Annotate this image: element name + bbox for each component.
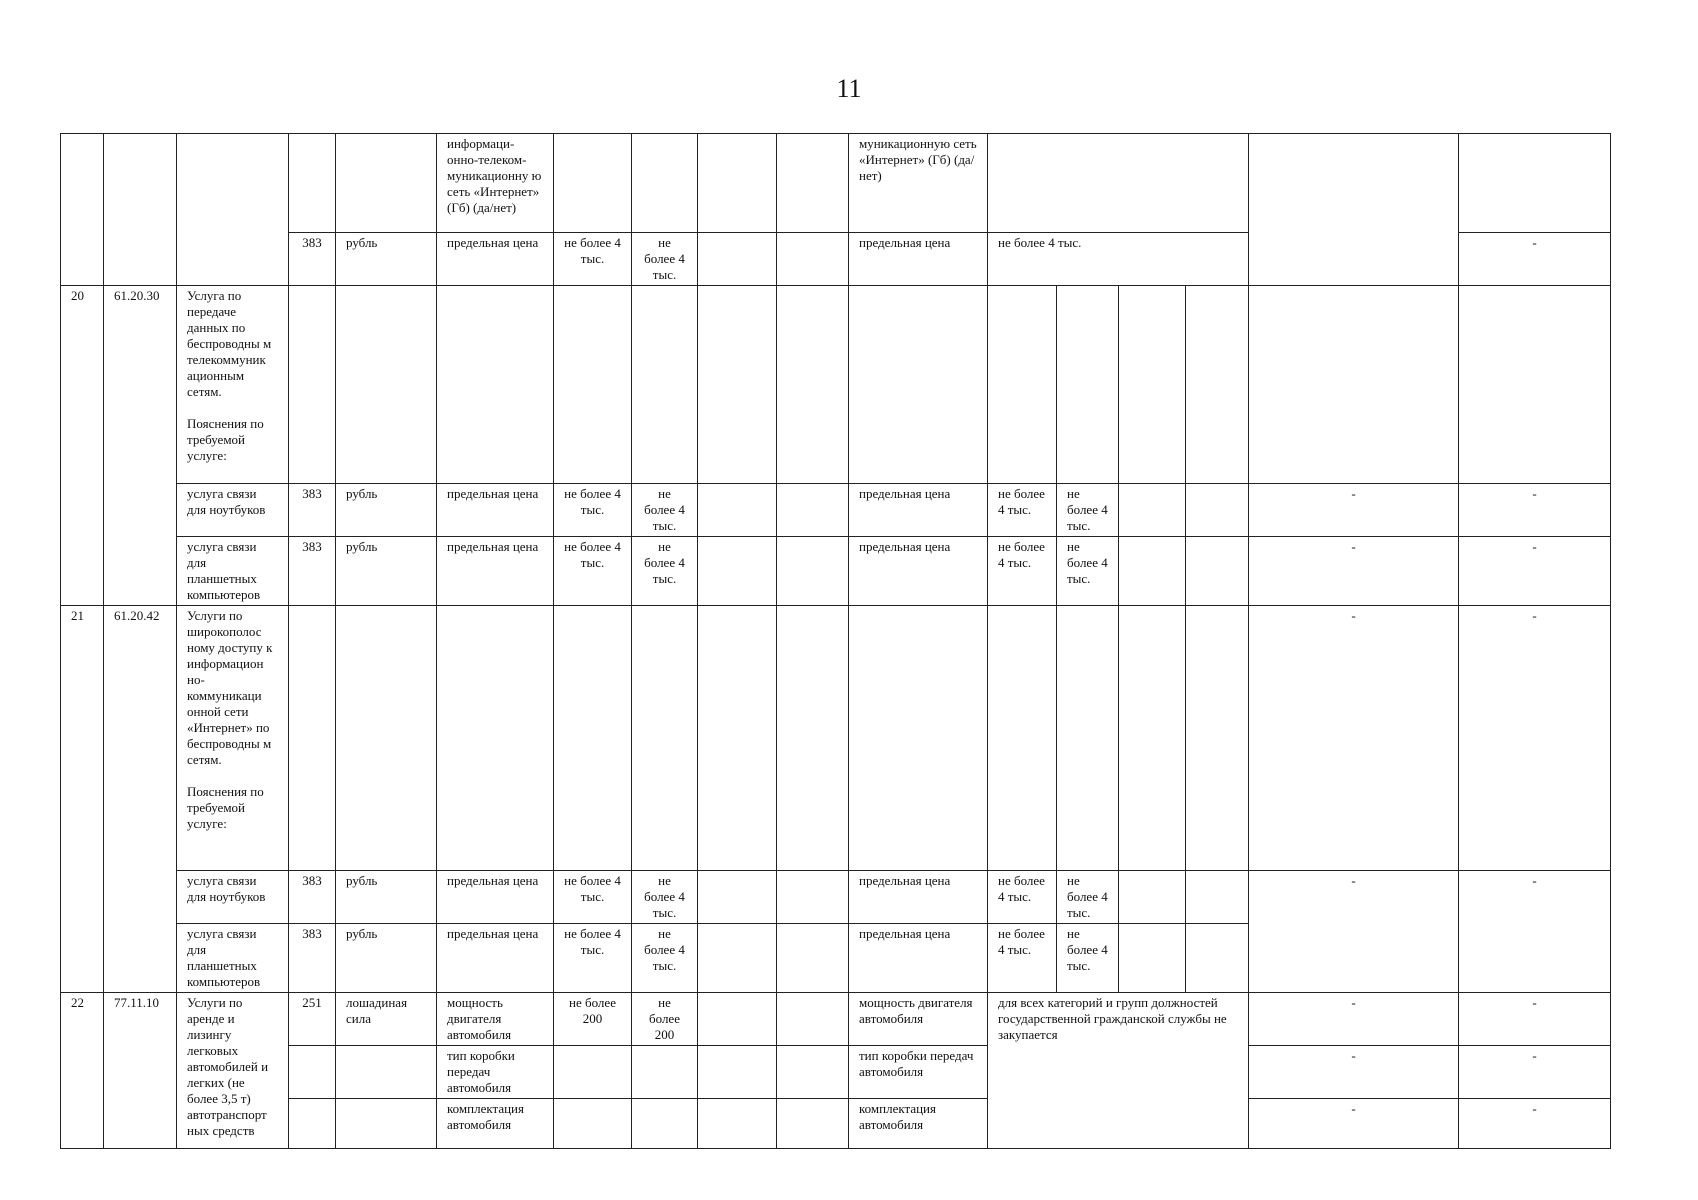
cell bbox=[698, 134, 777, 233]
cell bbox=[1057, 286, 1119, 484]
cell bbox=[1186, 924, 1249, 993]
cell bbox=[336, 1046, 437, 1099]
table-row bbox=[61, 993, 1611, 1046]
cell bbox=[849, 606, 988, 871]
cell bbox=[437, 286, 554, 484]
table-row bbox=[61, 871, 1611, 924]
cell-characteristic: тип коробки передач автомобиля bbox=[849, 1046, 988, 1099]
cell-value: не более 4 тыс. bbox=[554, 484, 632, 537]
cell-service-name: услуга связи для планшетных компьютеров bbox=[177, 924, 289, 993]
table-row bbox=[61, 606, 1611, 871]
cell bbox=[849, 286, 988, 484]
cell bbox=[777, 537, 849, 606]
cell bbox=[289, 1046, 336, 1099]
cell bbox=[336, 134, 437, 233]
cell-characteristic: предельная цена bbox=[437, 871, 554, 924]
cell bbox=[289, 1099, 336, 1149]
cell-value: не более 4 тыс. bbox=[1057, 924, 1119, 993]
cell bbox=[336, 286, 437, 484]
cell-dash: - bbox=[1459, 1046, 1611, 1099]
cell bbox=[1459, 134, 1611, 233]
cell bbox=[554, 1046, 632, 1099]
cell-row-number: 22 bbox=[61, 993, 104, 1149]
table-row bbox=[61, 484, 1611, 537]
cell bbox=[988, 606, 1057, 871]
cell-unit: рубль bbox=[336, 537, 437, 606]
cell-characteristic: предельная цена bbox=[849, 537, 988, 606]
cell bbox=[632, 1046, 698, 1099]
cell-characteristic: предельная цена bbox=[437, 484, 554, 537]
cell-characteristic: тип коробки передач автомобиля bbox=[437, 1046, 554, 1099]
cell bbox=[1119, 537, 1186, 606]
table-row bbox=[61, 1099, 1611, 1149]
cell-value: не более 4 тыс. bbox=[988, 537, 1057, 606]
requirements-table bbox=[60, 133, 1611, 1149]
cell bbox=[988, 134, 1249, 233]
cell bbox=[1186, 484, 1249, 537]
cell bbox=[698, 606, 777, 871]
cell-value: не более 200 bbox=[554, 993, 632, 1046]
cell-value: не более 4 тыс. bbox=[988, 924, 1057, 993]
table-row bbox=[61, 286, 1611, 484]
cell-characteristic: предельная цена bbox=[849, 924, 988, 993]
cell-unit: рубль bbox=[336, 484, 437, 537]
cell bbox=[289, 286, 336, 484]
cell bbox=[1186, 537, 1249, 606]
cell bbox=[1119, 606, 1186, 871]
cell bbox=[777, 606, 849, 871]
cell bbox=[777, 134, 849, 233]
cell bbox=[1119, 286, 1186, 484]
cell-unit: лошадиная сила bbox=[336, 993, 437, 1046]
cell-value: не более 4 тыс. bbox=[554, 871, 632, 924]
cell bbox=[698, 924, 777, 993]
cell bbox=[698, 871, 777, 924]
cell-okpd-code: 77.11.10 bbox=[104, 993, 177, 1149]
cell-unit: рубль bbox=[336, 233, 437, 286]
cell-dash: - bbox=[1249, 993, 1459, 1046]
cell-characteristic: информаци-онно-телеком-муникационну ю сеть «Интернет» (Гб) (да/нет) bbox=[437, 134, 554, 233]
cell bbox=[177, 134, 289, 286]
cell bbox=[698, 286, 777, 484]
cell-okpd-code: 61.20.30 bbox=[104, 286, 177, 606]
cell-characteristic: комплектация автомобиля bbox=[849, 1099, 988, 1149]
cell bbox=[1249, 134, 1459, 286]
cell bbox=[988, 286, 1057, 484]
cell bbox=[698, 484, 777, 537]
cell-row-number: 21 bbox=[61, 606, 104, 993]
cell-value: не более 4 тыс. bbox=[988, 233, 1249, 286]
cell-code: 383 bbox=[289, 233, 336, 286]
cell-value: не более 4 тыс. bbox=[1057, 871, 1119, 924]
cell bbox=[632, 606, 698, 871]
cell-code: 383 bbox=[289, 537, 336, 606]
cell-service-name: Услуга по передаче данных по беспроводны м телекоммуник ационным сетям. Пояснения по требуемой услуге: bbox=[177, 286, 289, 484]
cell bbox=[61, 134, 104, 286]
cell bbox=[698, 1099, 777, 1149]
cell-value: не более 4 тыс. bbox=[554, 537, 632, 606]
cell bbox=[777, 484, 849, 537]
cell-characteristic: предельная цена bbox=[437, 924, 554, 993]
cell-value: не более 4 тыс. bbox=[988, 871, 1057, 924]
cell-dash: - bbox=[1249, 537, 1459, 606]
cell-value: не более 4 тыс. bbox=[988, 484, 1057, 537]
cell-dash: - bbox=[1459, 871, 1611, 993]
cell-service-name: Услуги по аренде и лизингу легковых автомобилей и легких (не более 3,5 т) автотранспорт ных средств bbox=[177, 993, 289, 1149]
cell-dash: - bbox=[1459, 484, 1611, 537]
cell-value: не более 4 тыс. bbox=[632, 924, 698, 993]
cell-value: не более 4 тыс. bbox=[554, 924, 632, 993]
cell bbox=[777, 1099, 849, 1149]
table-row bbox=[61, 134, 1611, 233]
table-row bbox=[61, 1046, 1611, 1099]
cell bbox=[1186, 871, 1249, 924]
cell-okpd-code: 61.20.42 bbox=[104, 606, 177, 993]
cell-characteristic: предельная цена bbox=[849, 484, 988, 537]
cell-service-name: услуга связи для планшетных компьютеров bbox=[177, 537, 289, 606]
cell-value: не более 4 тыс. bbox=[632, 871, 698, 924]
cell-characteristic: предельная цена bbox=[849, 233, 988, 286]
cell-value: не более 4 тыс. bbox=[1057, 484, 1119, 537]
cell-unit: рубль bbox=[336, 924, 437, 993]
cell-characteristic: муникационную сеть «Интернет» (Гб) (да/нет) bbox=[849, 134, 988, 233]
cell-code: 383 bbox=[289, 871, 336, 924]
cell bbox=[336, 606, 437, 871]
cell bbox=[554, 1099, 632, 1149]
cell bbox=[289, 134, 336, 233]
cell-value: не более 4 тыс. bbox=[632, 484, 698, 537]
cell-value: не более 4 тыс. bbox=[1057, 537, 1119, 606]
cell bbox=[777, 871, 849, 924]
cell-service-name: услуга связи для ноутбуков bbox=[177, 484, 289, 537]
cell-dash: - bbox=[1249, 1046, 1459, 1099]
cell-code: 383 bbox=[289, 924, 336, 993]
cell-characteristic: предельная цена bbox=[849, 871, 988, 924]
cell bbox=[554, 134, 632, 233]
cell bbox=[554, 286, 632, 484]
cell-dash: - bbox=[1249, 606, 1459, 871]
cell-characteristic: мощность двигателя автомобиля bbox=[849, 993, 988, 1046]
cell bbox=[289, 606, 336, 871]
cell bbox=[777, 924, 849, 993]
cell bbox=[1119, 871, 1186, 924]
cell bbox=[777, 233, 849, 286]
table-row bbox=[61, 537, 1611, 606]
cell-characteristic: мощность двигателя автомобиля bbox=[437, 993, 554, 1046]
cell-code: 383 bbox=[289, 484, 336, 537]
cell-characteristic: предельная цена bbox=[437, 233, 554, 286]
cell-dash: - bbox=[1459, 233, 1611, 286]
cell-dash: - bbox=[1459, 606, 1611, 871]
cell bbox=[104, 134, 177, 286]
cell bbox=[698, 537, 777, 606]
page-number: 11 bbox=[836, 74, 862, 103]
cell-not-purchased: для всех категорий и групп должностей государственной гражданской службы не закупается bbox=[988, 993, 1249, 1149]
cell-code: 251 bbox=[289, 993, 336, 1046]
cell bbox=[1186, 606, 1249, 871]
cell bbox=[698, 233, 777, 286]
cell bbox=[632, 134, 698, 233]
cell bbox=[632, 1099, 698, 1149]
cell-characteristic: комплектация автомобиля bbox=[437, 1099, 554, 1149]
cell-service-name: услуга связи для ноутбуков bbox=[177, 871, 289, 924]
cell bbox=[777, 1046, 849, 1099]
cell-value: не более 4 тыс. bbox=[632, 233, 698, 286]
cell bbox=[336, 1099, 437, 1149]
cell-dash: - bbox=[1249, 484, 1459, 537]
cell bbox=[698, 993, 777, 1046]
cell-value: не более 200 bbox=[632, 993, 698, 1046]
cell-dash: - bbox=[1459, 537, 1611, 606]
cell-row-number: 20 bbox=[61, 286, 104, 606]
cell bbox=[698, 1046, 777, 1099]
cell bbox=[1186, 286, 1249, 484]
cell-value: не более 4 тыс. bbox=[554, 233, 632, 286]
cell-dash: - bbox=[1249, 1099, 1459, 1149]
cell bbox=[1057, 606, 1119, 871]
cell bbox=[1119, 924, 1186, 993]
cell-dash: - bbox=[1459, 1099, 1611, 1149]
cell-dash: - bbox=[1459, 993, 1611, 1046]
cell-service-name: Услуги по широкополос ному доступу к информацион но-коммуникаци онной сети «Интернет» по беспроводны м сетям. Пояснения по требуемой услуге: bbox=[177, 606, 289, 871]
cell bbox=[437, 606, 554, 871]
cell bbox=[632, 286, 698, 484]
cell-characteristic: предельная цена bbox=[437, 537, 554, 606]
cell-value: не более 4 тыс. bbox=[632, 537, 698, 606]
cell bbox=[554, 606, 632, 871]
cell-unit: рубль bbox=[336, 871, 437, 924]
cell bbox=[1119, 484, 1186, 537]
cell bbox=[777, 993, 849, 1046]
cell bbox=[1459, 286, 1611, 484]
cell-dash: - bbox=[1249, 871, 1459, 993]
cell bbox=[1249, 286, 1459, 484]
cell bbox=[777, 286, 849, 484]
